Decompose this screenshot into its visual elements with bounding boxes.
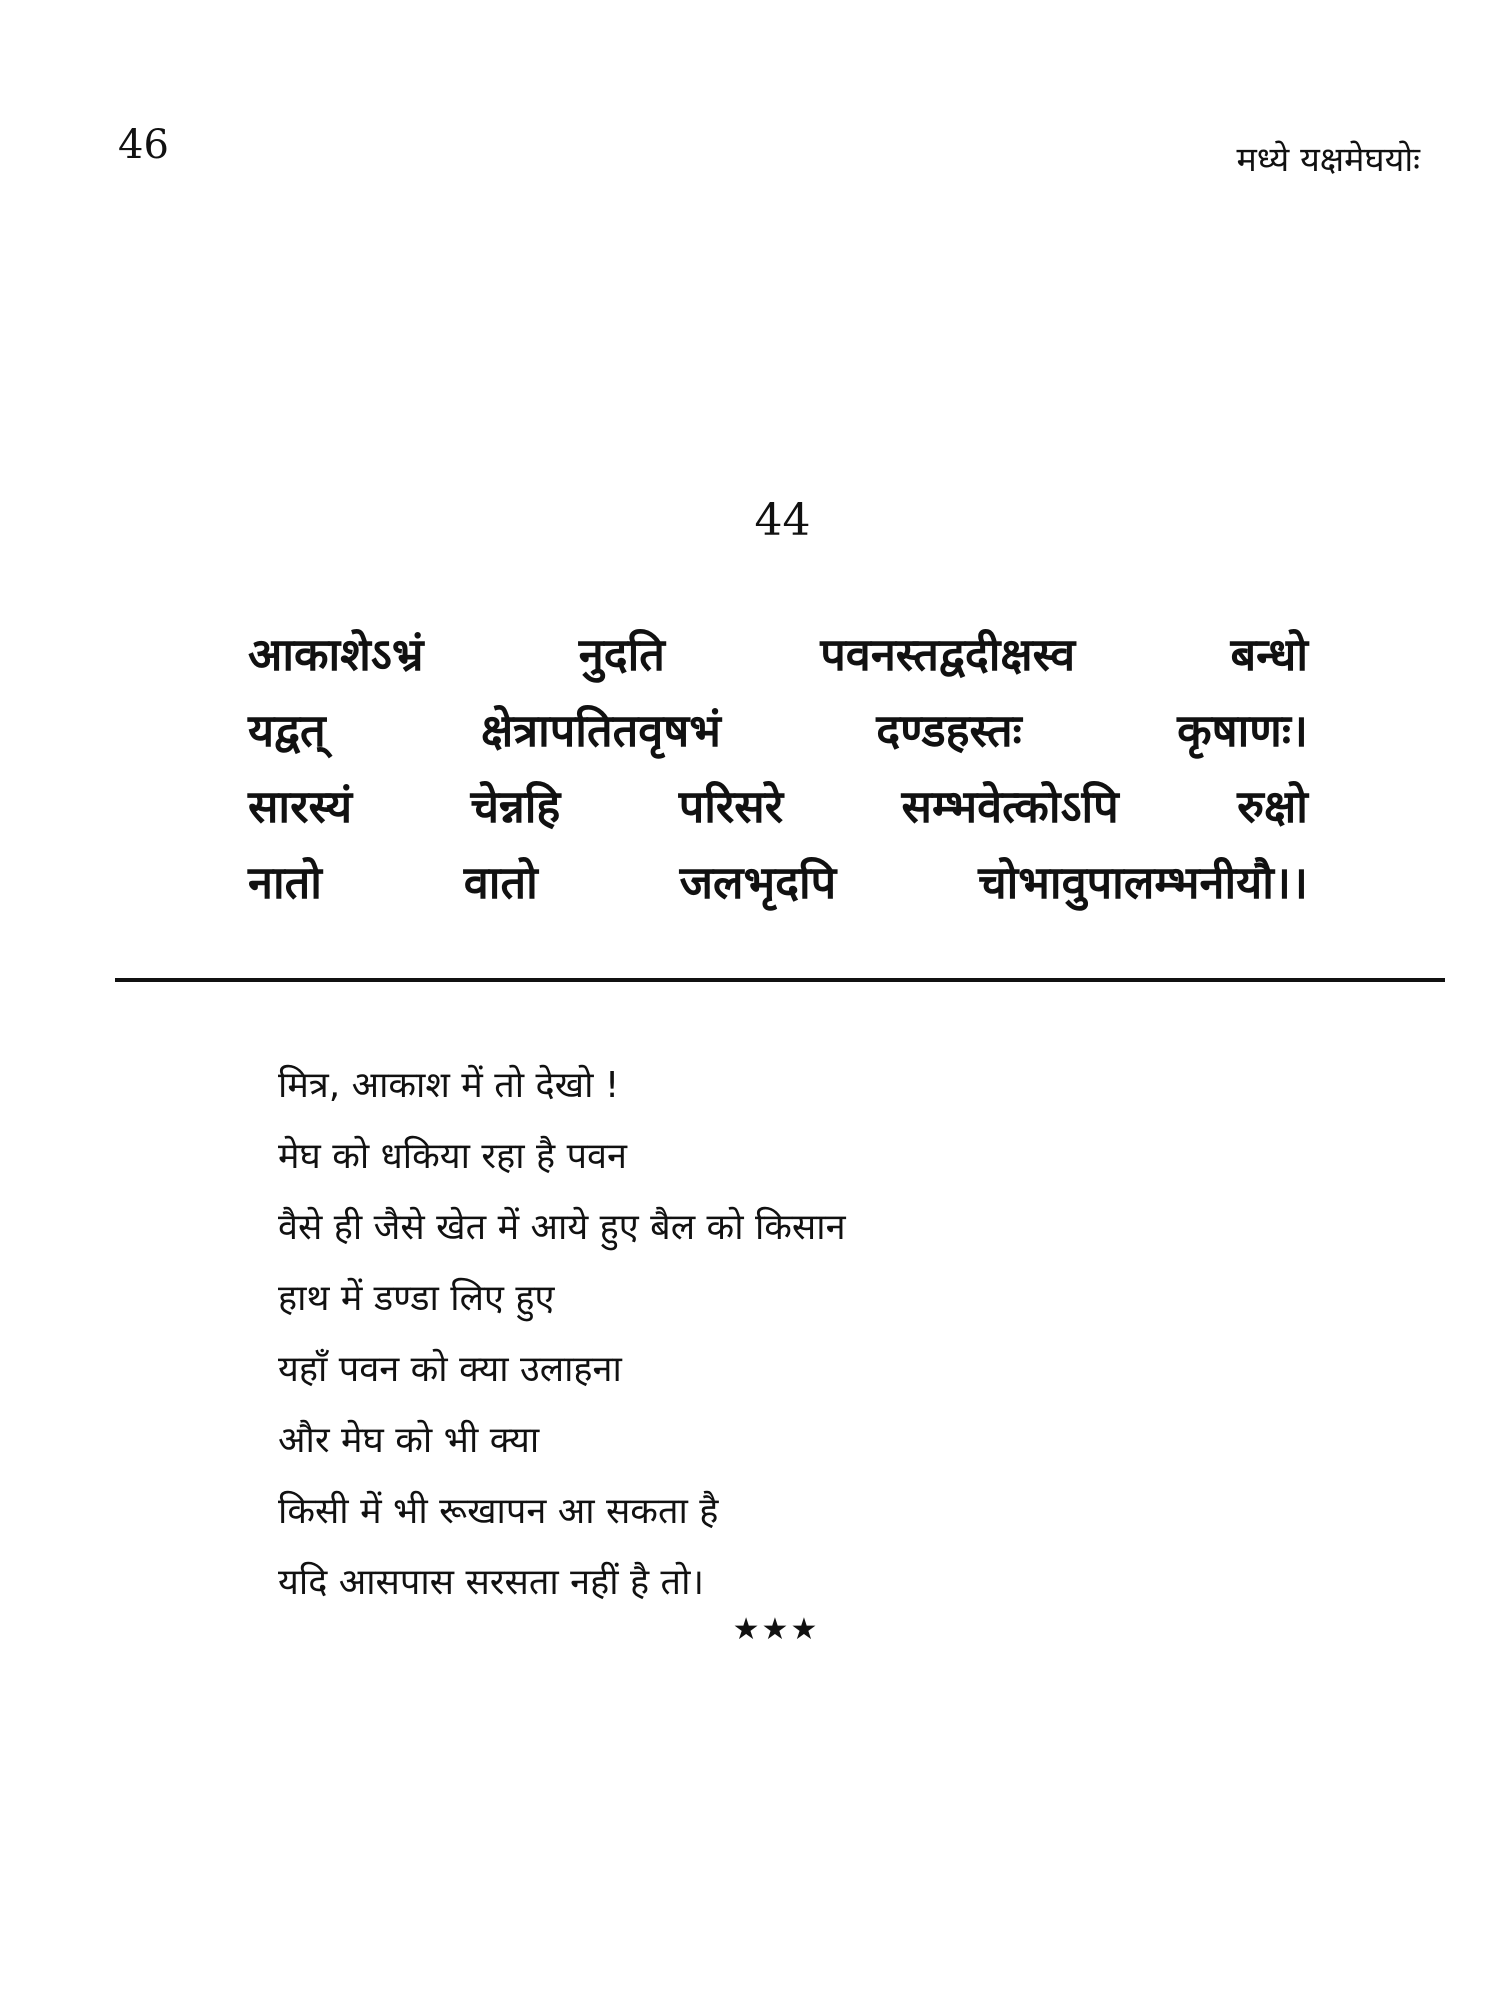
section-divider [115,978,1445,982]
verse-word: परिसरे [678,780,784,833]
verse-word: आकाशेऽभ्रं [248,628,424,681]
verse-number: 44 [754,495,811,546]
translation-line: और मेघ को भी क्या [278,1420,540,1461]
star-ornament: ★★★ [732,1612,820,1647]
verse-word: बन्धो [1230,628,1308,681]
verse-word: क्षेत्रापतितवृषभं [480,704,721,757]
translation-line: मेघ को धकिया रहा है पवन [278,1136,628,1177]
verse-word: पवनस्तद्वदीक्षस्व [820,628,1076,681]
verse-word: सारस्यं [248,780,353,833]
translation [278,1050,846,1618]
verse-line-3 [248,769,1308,845]
verse-word: जलभृदपि [679,856,837,909]
translation-line: यदि आसपास सरसता नहीं है तो। [278,1562,705,1603]
verse-word: वातो [463,856,538,909]
verse-word: नुदति [578,628,665,681]
verse-line-2 [248,693,1308,769]
verse [248,617,1308,921]
verse-word: कृषाणः। [1177,704,1308,757]
verse-word: रुक्षो [1237,780,1308,833]
verse-line-4 [248,845,1308,921]
verse-word: दण्डहस्तः [876,704,1022,757]
verse-word: यद्वत् [248,704,326,757]
translation-line: किसी में भी रूखापन आ सकता है [278,1491,719,1532]
verse-line-1 [248,617,1308,693]
verse-word: नातो [248,856,322,909]
verse-word: चोभावुपालम्भनीयौ।। [978,856,1308,909]
translation-line: यहाँ पवन को क्या उलाहना [278,1349,622,1390]
page-number: 46 [118,122,169,168]
translation-line: मित्र, आकाश में तो देखो ! [278,1065,620,1106]
verse-word: चेन्नहि [470,780,561,833]
verse-word: सम्भवेत्कोऽपि [901,780,1119,833]
translation-line: वैसे ही जैसे खेत में आये हुए बैल को किसान [278,1207,846,1248]
running-head: मध्ये यक्षमेघयोः [1236,140,1420,180]
translation-line: हाथ में डण्डा लिए हुए [278,1278,555,1319]
